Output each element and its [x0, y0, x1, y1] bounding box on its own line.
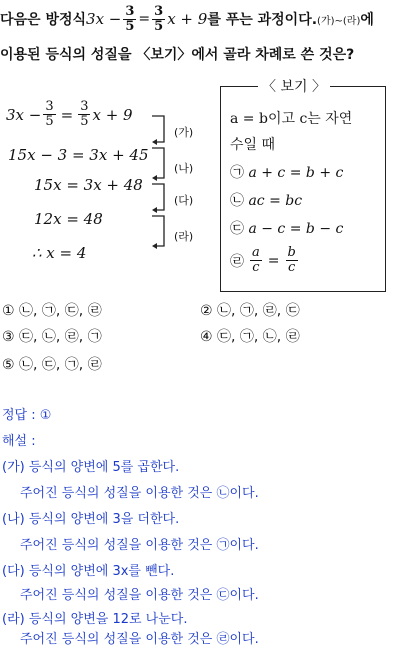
equation-right: x + 9	[167, 10, 208, 28]
step-0: 3x − $\frac{3}{5}$ = $\frac{3}{5}$ x + 9	[6, 99, 133, 129]
bogi-item: ㉡ ac = bc	[230, 193, 303, 209]
step-4: ∴ x = 4	[32, 244, 87, 262]
range-tag: (가)~(라)	[317, 15, 361, 27]
question-line-2: 이용된 등식의 성질을 〈보기〉에서 골라 차례로 쓴 것은?	[0, 47, 355, 63]
bogi-condition-2: 수일 때	[230, 137, 276, 153]
choice-2[interactable]: ② ㉡, ㉠, ㉣, ㉢	[200, 303, 300, 319]
step-2: 15x = 3x + 48	[34, 176, 143, 194]
question-line-1	[0, 2, 374, 36]
fraction: $\frac{3}{5}$	[80, 99, 89, 129]
solution-line: (가) 등식의 양변에 5를 곱한다.	[2, 460, 180, 475]
solution-line: 주어진 등식의 성질을 이용한 것은 ㉡이다.	[20, 486, 259, 501]
fraction: $\frac{a}{c}$	[252, 245, 260, 275]
question-prefix: 다음은 방정식	[0, 12, 87, 28]
question-suffix: 를 푸는 과정이다.	[207, 12, 318, 28]
equals-sign: =	[138, 11, 151, 27]
bogi-item: ㉠ a + c = b + c	[230, 165, 344, 181]
fraction: $\frac{3}{5}$	[45, 99, 54, 129]
step-tag: (나)	[174, 162, 194, 175]
answer: 정답 : ①	[2, 408, 52, 423]
solution-line: 주어진 등식의 성질을 이용한 것은 ㉠이다.	[20, 538, 259, 553]
step-1: 15x − 3 = 3x + 45	[8, 146, 149, 164]
choice-3[interactable]: ③ ㉢, ㉡, ㉣, ㉠	[2, 329, 102, 345]
solution-line: (라) 등식의 양변을 12로 나눈다.	[2, 612, 188, 627]
fraction: $\frac{b}{c}$	[287, 245, 296, 275]
fraction: $\frac{3}{5}$	[125, 3, 135, 34]
bogi-title: 〈 보기 〉	[258, 76, 330, 96]
fraction: $\frac{3}{5}$	[154, 3, 164, 34]
choice-1[interactable]: ① ㉡, ㉠, ㉢, ㉣	[2, 303, 102, 319]
question-suffix-2: 에	[360, 12, 374, 28]
step-tag: (라)	[174, 230, 194, 243]
choice-5[interactable]: ⑤ ㉡, ㉢, ㉠, ㉣	[2, 357, 102, 373]
solution-header: 해설 :	[2, 434, 36, 449]
solution-line: (나) 등식의 양변에 3을 더한다.	[2, 512, 180, 527]
bogi-item: ㉢ a − c = b − c	[230, 221, 344, 237]
bogi-item: ㉣ $\frac{a}{c}$ = $\frac{b}{c}$	[230, 245, 296, 275]
equation-left: 3x −	[86, 10, 122, 28]
solution-line: 주어진 등식의 성질을 이용한 것은 ㉣이다.	[20, 632, 259, 647]
step-tag: (가)	[174, 126, 194, 139]
solution-line: (다) 등식의 양변에 3x를 뺀다.	[2, 564, 175, 579]
bogi-condition-1: a = b이고 c는 자연	[230, 111, 353, 127]
step-3: 12x = 48	[34, 210, 103, 228]
step-tag: (다)	[174, 194, 194, 207]
solution-line: 주어진 등식의 성질을 이용한 것은 ㉢이다.	[20, 588, 259, 603]
choice-4[interactable]: ④ ㉢, ㉠, ㉡, ㉣	[200, 329, 300, 345]
